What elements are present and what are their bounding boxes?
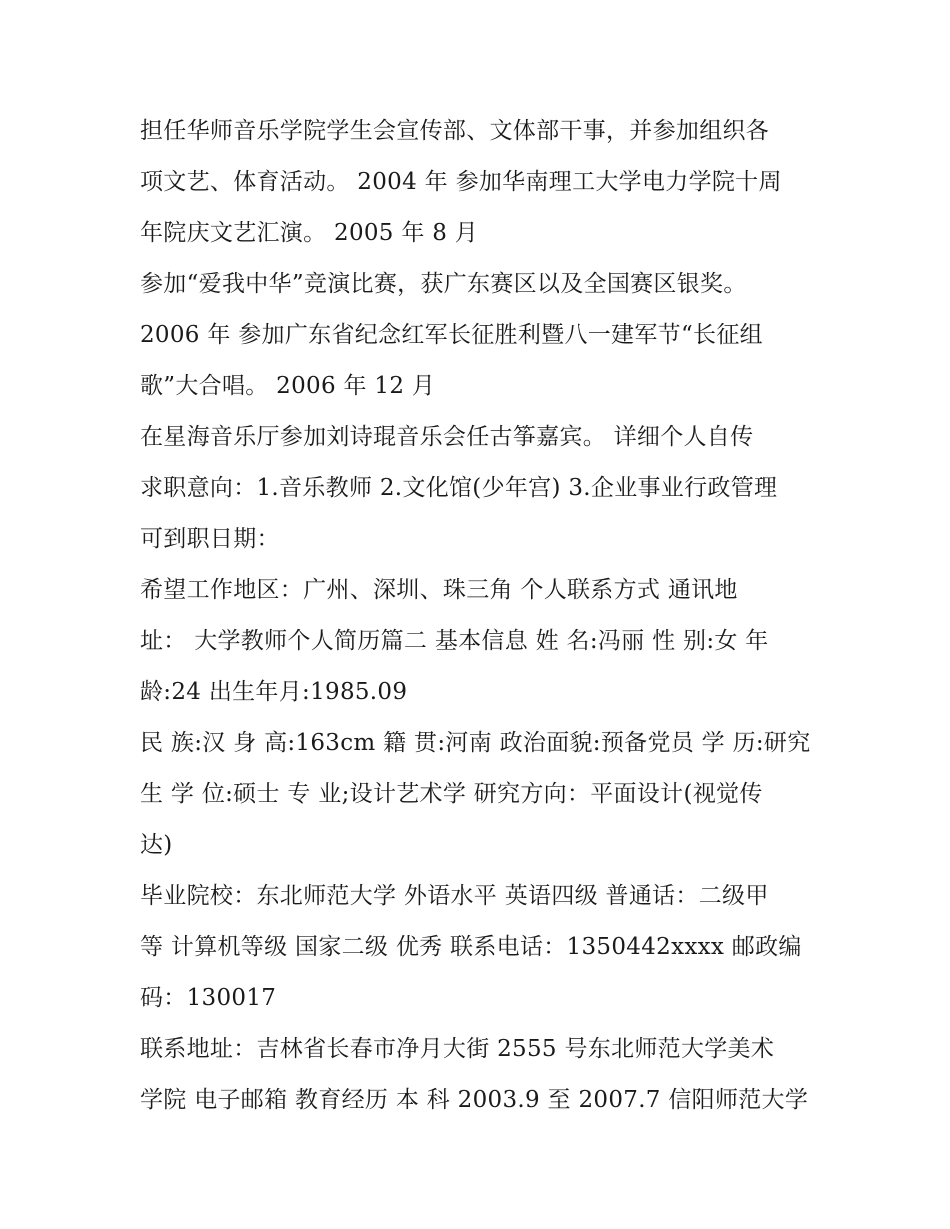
text-line: 联系地址：吉林省长春市净月大街 2555 号东北师范大学美术 [140, 1036, 775, 1062]
text-line: 参加“爱我中华”竞演比赛，获广东赛区以及全国赛区银奖。 [140, 271, 747, 297]
text-line: 达) [140, 832, 173, 858]
text-line: 求职意向：1.音乐教师 2.文化馆(少年宫) 3.企业事业行政管理 [140, 475, 778, 501]
text-line: 等 计算机等级 国家二级 优秀 联系电话：1350442xxxx 邮政编 [140, 934, 802, 960]
text-line: 年院庆文艺汇演。 2005 年 8 月 [140, 220, 479, 246]
text-line: 学院 电子邮箱 教育经历 本 科 2003.9 至 2007.7 信阳师范大学 [140, 1087, 809, 1113]
text-line: 毕业院校：东北师范大学 外语水平 英语四级 普通话：二级甲 [140, 883, 769, 909]
text-line: 项文艺、体育活动。 2004 年 参加华南理工大学电力学院十周 [140, 169, 782, 195]
text-line: 在星海音乐厅参加刘诗琨音乐会任古筝嘉宾。 详细个人自传 [140, 424, 754, 450]
text-line: 龄:24 出生年月:1985.09 [140, 679, 408, 705]
text-line: 担任华师音乐学院学生会宣传部、文体部干事，并参加组织各 [140, 118, 770, 144]
body-text [140, 106, 830, 1126]
text-line: 生 学 位:硕士 专 业;设计艺术学 研究方向：平面设计(视觉传 [140, 781, 763, 807]
text-line: 址： 大学教师个人简历篇二 基本信息 姓 名:冯丽 性 别:女 年 [140, 628, 769, 654]
text-line: 码：130017 [140, 985, 277, 1011]
text-line: 2006 年 参加广东省纪念红军长征胜利暨八一建军节“长征组 [140, 322, 763, 348]
text-line: 民 族:汉 身 高:163cm 籍 贯:河南 政治面貌:预备党员 学 历:研究 [140, 730, 811, 756]
text-line: 歌”大合唱。 2006 年 12 月 [140, 373, 436, 399]
text-line: 可到职日期： [140, 526, 280, 552]
text-line: 希望工作地区：广州、深圳、珠三角 个人联系方式 通讯地 [140, 577, 738, 603]
